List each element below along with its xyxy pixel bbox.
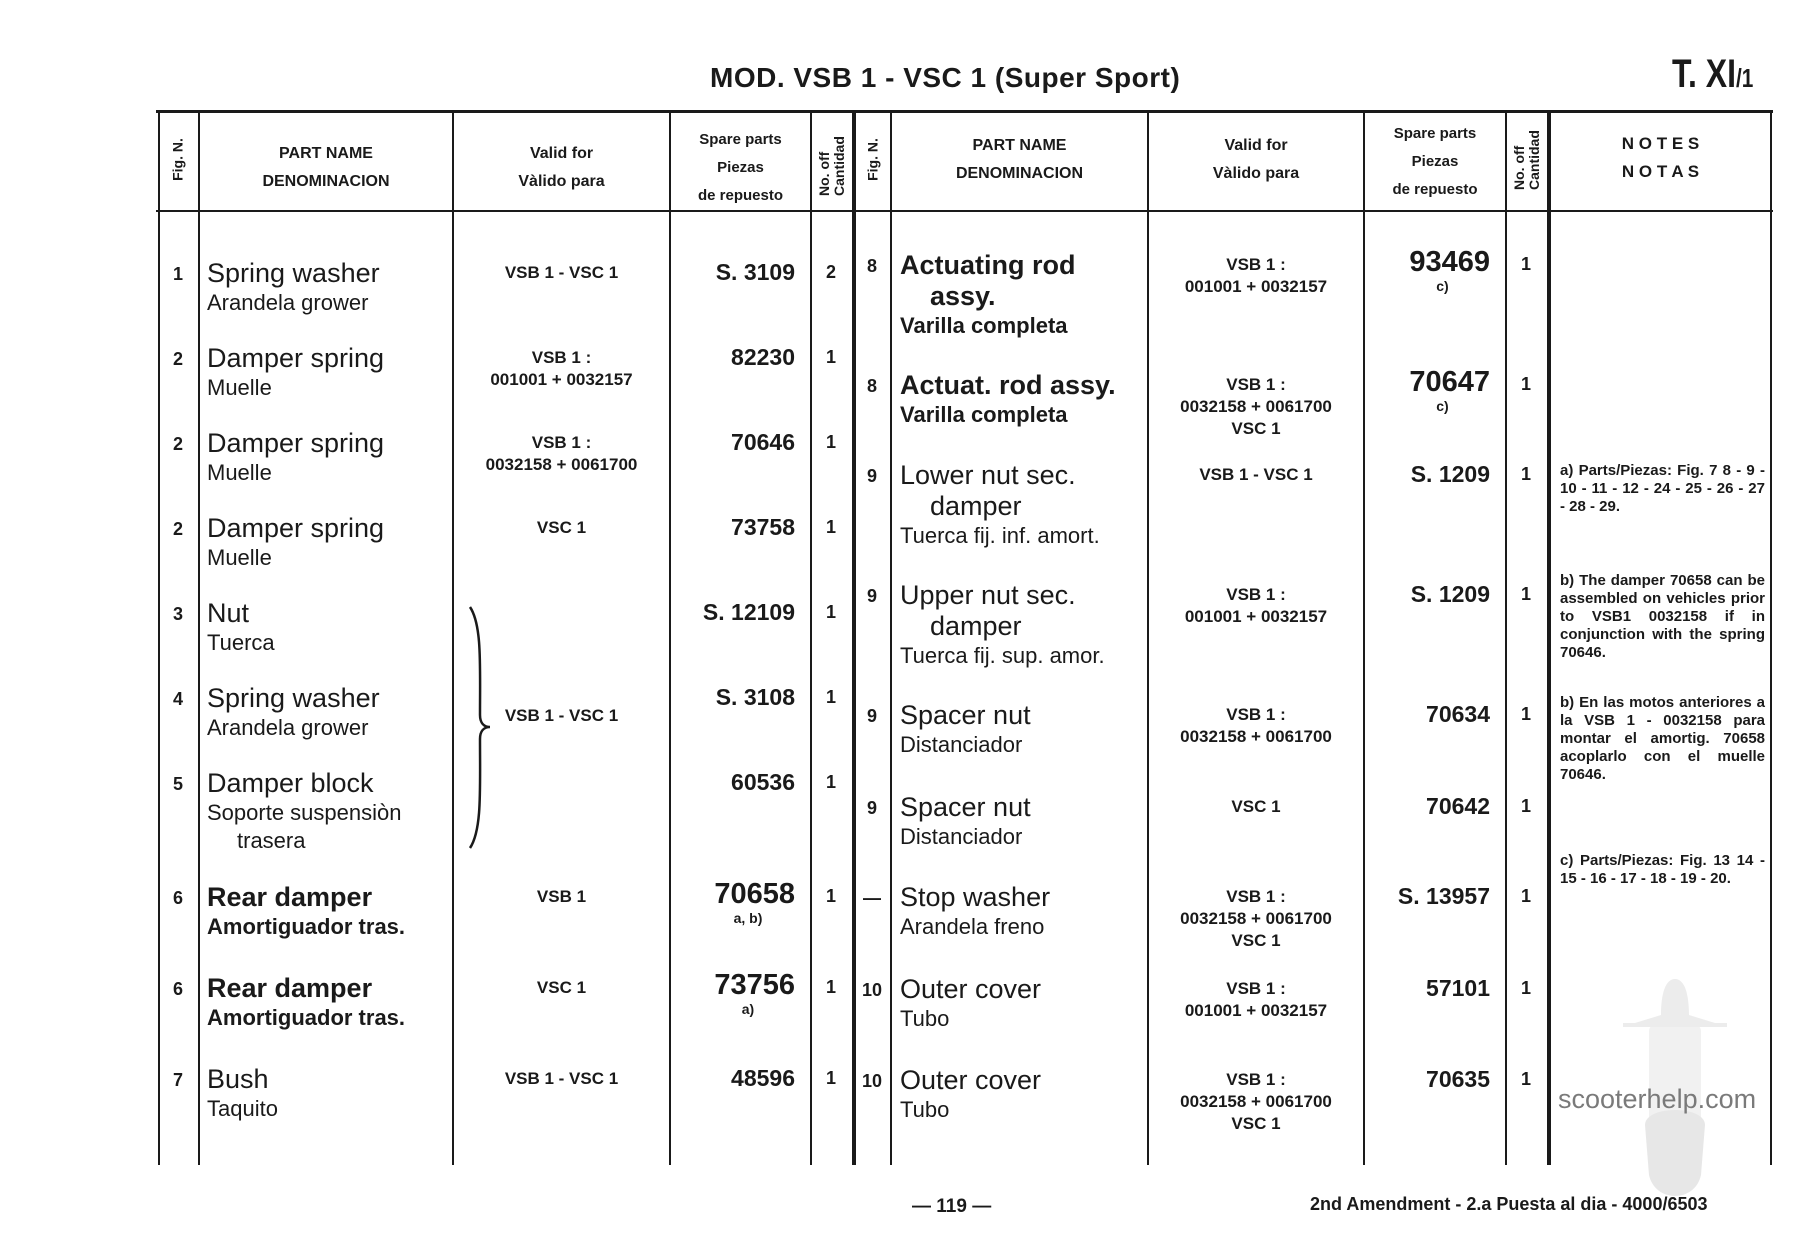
header-spare-2: Piezas: [717, 159, 764, 176]
part-name-en: Lower nut sec.: [900, 460, 1076, 490]
fig-number: 2: [172, 349, 183, 369]
quantity: 1: [825, 602, 836, 622]
quantity: 1: [1520, 254, 1531, 274]
quantity: 1: [825, 432, 836, 452]
part-name-es: Muelle: [207, 545, 272, 570]
spare-part-number: [671, 683, 795, 711]
part-name: [900, 882, 1050, 941]
part-name-en-cont: damper: [930, 491, 1022, 521]
footnote-ref: c): [1436, 398, 1449, 414]
header-valid-en: Valid for: [529, 145, 594, 162]
fig-number: 7: [172, 1070, 183, 1090]
brace-icon: [468, 605, 492, 850]
spare-part-value: S. 13957: [1397, 883, 1490, 909]
part-name-en: Stop washer: [900, 882, 1051, 912]
valid-for: [1149, 254, 1363, 298]
valid-for: [454, 347, 669, 391]
part-name-es: Arandela freno: [900, 914, 1045, 939]
spare-part-value: 70646: [731, 429, 795, 455]
spare-part-number: [1365, 1065, 1490, 1093]
spare-part-number: [1365, 460, 1490, 488]
part-name-es: Distanciador: [900, 824, 1023, 849]
table-top-border: [156, 110, 1773, 113]
spare-part-value: S. 12109: [702, 599, 795, 625]
valid-line: VSB 1: [536, 887, 587, 906]
header-qty-2: Cantidad: [1526, 130, 1542, 190]
fig-number: 8: [866, 376, 877, 396]
header-spare-3: de repuesto: [1392, 181, 1478, 198]
part-name: [207, 683, 380, 742]
note-a: a) Parts/Piezas: Fig. 7 8 - 9 - 10 - 11 - 12 - 24 - 25 - 26 - 27 - 28 - 29.: [1560, 462, 1765, 515]
part-name: [207, 343, 384, 402]
part-name: [207, 428, 384, 487]
valid-line: VSB 1 :: [1226, 585, 1286, 604]
part-name-es: Varilla completa: [900, 313, 1068, 338]
valid-line: VSB 1 :: [1226, 375, 1286, 394]
part-name-en: Outer cover: [900, 974, 1042, 1004]
valid-for: [1149, 584, 1363, 628]
valid-line: VSB 1 - VSC 1: [1199, 465, 1313, 484]
valid-line: 0032158 + 0061700: [485, 455, 638, 474]
valid-line: VSB 1 :: [1226, 255, 1286, 274]
page-number: — 119 —: [912, 1196, 992, 1217]
spare-part-value: 60536: [731, 769, 795, 795]
part-name-en: Actuating rod: [900, 250, 1076, 280]
spare-part-number: [1365, 792, 1490, 820]
part-name-es: Tuerca fij. sup. amor.: [900, 643, 1105, 668]
col-divider: [1505, 110, 1507, 1165]
part-name-en: Spring washer: [207, 258, 380, 288]
footnote-ref: a): [741, 1001, 755, 1017]
fig-number: 8: [866, 256, 877, 276]
part-name: [900, 250, 1076, 340]
spare-part-value: 70635: [1426, 1066, 1490, 1092]
part-name: [207, 258, 380, 317]
part-name-es: Amortiguador tras.: [207, 1005, 406, 1030]
part-name-en: Outer cover: [900, 1065, 1042, 1095]
spare-part-number: [671, 878, 795, 926]
col-divider: [1770, 110, 1772, 1165]
spare-part-number: [671, 768, 795, 796]
spare-part-number: [1365, 580, 1490, 608]
header-qty-1: No. off: [1511, 145, 1527, 190]
part-name-es: Muelle: [207, 460, 272, 485]
part-name: [207, 768, 401, 855]
quantity: 1: [1520, 464, 1531, 484]
valid-for: [1149, 978, 1363, 1022]
part-name: [207, 1064, 278, 1123]
quantity: 1: [1520, 704, 1531, 724]
valid-for: [454, 886, 669, 908]
valid-for: [1149, 1069, 1363, 1135]
spare-part-number: [1365, 246, 1490, 294]
part-name-es: Arandela grower: [207, 715, 369, 740]
col-divider: [852, 110, 856, 1165]
valid-line: VSC 1: [536, 518, 587, 537]
valid-for: [1149, 374, 1363, 440]
quantity: 1: [825, 977, 836, 997]
part-name-es: Varilla completa: [900, 402, 1068, 427]
valid-line: 0032158 + 0061700: [1180, 727, 1332, 746]
footnote-ref: c): [1436, 278, 1449, 294]
spare-part-value: 93469: [1409, 246, 1490, 278]
valid-line: VSB 1 - VSC 1: [504, 263, 619, 282]
header-spare: [1365, 120, 1505, 204]
spare-part-number: [671, 343, 795, 371]
spare-part-value: 48596: [731, 1065, 795, 1091]
spare-part-number: [671, 598, 795, 626]
header-part-name: [892, 132, 1147, 188]
part-name-en: Damper spring: [207, 513, 385, 543]
part-name: [900, 974, 1041, 1033]
part-name: [900, 460, 1100, 550]
header-part-name-en: PART NAME: [279, 145, 373, 162]
quantity: 1: [825, 347, 836, 367]
header-bottom-border: [156, 210, 1773, 212]
quantity: 1: [825, 886, 836, 906]
spare-part-number: [1365, 882, 1490, 910]
fig-number: 9: [866, 466, 877, 486]
valid-line: 001001 + 0032157: [490, 370, 633, 389]
part-name-es: Soporte suspensiòn: [207, 800, 402, 825]
valid-line: 0032158 + 0061700: [1180, 397, 1332, 416]
quantity: 1: [1520, 886, 1531, 906]
header-qty-2: Cantidad: [831, 136, 847, 196]
spare-part-number: [671, 258, 795, 286]
part-name-en: Spacer nut: [900, 792, 1031, 822]
fig-number: 9: [866, 798, 877, 818]
valid-for: [1149, 886, 1363, 952]
quantity: 1: [825, 772, 836, 792]
col-divider: [158, 110, 160, 1165]
fig-number: 10: [861, 1071, 883, 1091]
part-name-es: Taquito: [207, 1096, 278, 1121]
part-name-es-cont: trasera: [237, 828, 306, 853]
quantity: 1: [825, 687, 836, 707]
fig-number: 5: [172, 774, 183, 794]
part-name-es: Tuerca: [207, 630, 275, 655]
quantity: 1: [825, 1068, 836, 1088]
quantity: 1: [1520, 796, 1531, 816]
quantity: 1: [1520, 584, 1531, 604]
spare-part-value: 57101: [1426, 975, 1490, 1001]
valid-line: 0032158 + 0061700: [1180, 909, 1332, 928]
fig-number: 6: [172, 979, 183, 999]
valid-line: VSC 1: [536, 978, 587, 997]
spare-part-value: S. 3108: [715, 684, 795, 710]
col-divider: [198, 110, 200, 1165]
header-notes: [1551, 130, 1770, 186]
fig-number: 2: [172, 434, 183, 454]
header-spare-1: Spare parts: [1393, 125, 1477, 142]
sheet-sub: /1: [1736, 63, 1754, 93]
footnote-ref: a, b): [733, 910, 763, 926]
note-b-es: b) En las motos anteriores a la VSB 1 - 0032158 para montar el amortig. 70658 acoplarlo con el muelle 70646.: [1560, 694, 1765, 783]
spare-part-number: [1365, 700, 1490, 728]
header-qty: [817, 126, 847, 196]
watermark-text: scooterhelp.com: [1558, 1084, 1757, 1114]
valid-for: [454, 517, 669, 539]
part-name-en: Rear damper: [207, 973, 373, 1003]
valid-line: 001001 + 0032157: [1184, 277, 1328, 296]
spare-part-number: [671, 969, 795, 1017]
spare-part-value: 70642: [1426, 793, 1490, 819]
valid-for: [1149, 796, 1363, 818]
valid-line: VSB 1 - VSC 1: [504, 1069, 619, 1088]
part-name-en: Bush: [207, 1064, 269, 1094]
quantity: 1: [1520, 374, 1531, 394]
amendment-note: 2nd Amendment - 2.a Puesta al dia - 4000/6503: [1310, 1194, 1708, 1214]
fig-number: —: [863, 888, 881, 908]
part-name: [900, 1065, 1041, 1124]
note-c: c) Parts/Piezas: Fig. 13 14 - 15 - 16 - 17 - 18 - 19 - 20.: [1560, 852, 1765, 887]
part-name-en-cont: damper: [930, 611, 1022, 641]
valid-for: [454, 1068, 669, 1090]
header-fig: Fig. N.: [864, 138, 881, 181]
valid-line: 001001 + 0032157: [1184, 1001, 1328, 1020]
header-valid: [1149, 132, 1363, 188]
part-name-en: Nut: [207, 598, 250, 628]
header-valid-es: Vàlido para: [518, 173, 605, 190]
valid-line: VSC 1: [1231, 1114, 1281, 1133]
valid-line: VSB 1 :: [1226, 887, 1286, 906]
valid-for: [1149, 704, 1363, 748]
part-name-es: Arandela grower: [207, 290, 369, 315]
valid-line: VSB 1 :: [1226, 705, 1286, 724]
valid-line: 0032158 + 0061700: [1180, 1092, 1332, 1111]
quantity: 1: [1520, 978, 1531, 998]
fig-number: 9: [866, 706, 877, 726]
valid-line: VSC 1: [1231, 931, 1281, 950]
header-spare-3: de repuesto: [697, 187, 784, 204]
note-b-en: b) The damper 70658 can be assembled on vehicles prior to VSB1 0032158 if in conjunction with the spring 70646.: [1560, 572, 1765, 661]
fig-number: 1: [172, 264, 183, 284]
part-name: [900, 792, 1031, 851]
spare-part-value: S. 1209: [1410, 461, 1490, 487]
valid-for: [454, 432, 669, 476]
part-name-es: Distanciador: [900, 732, 1023, 757]
spare-part-number: [671, 1064, 795, 1092]
valid-line: VSB 1 :: [1226, 1070, 1286, 1089]
part-name-en: Damper block: [207, 768, 374, 798]
valid-line: VSB 1 :: [1226, 979, 1286, 998]
header-valid: [454, 140, 669, 196]
part-name-en: Spacer nut: [900, 700, 1031, 730]
fig-number: 2: [172, 519, 183, 539]
part-name-es: Amortiguador tras.: [207, 914, 406, 939]
fig-number: 3: [172, 604, 183, 624]
spare-part-value: 70647: [1409, 366, 1490, 398]
valid-line: VSB 1 :: [531, 348, 592, 367]
col-divider: [890, 110, 892, 1165]
header-part-name-en: PART NAME: [972, 137, 1067, 154]
header-valid-es: Vàlido para: [1212, 165, 1300, 182]
header-qty-1: No. off: [816, 151, 832, 196]
valid-line: VSB 1 - VSC 1: [504, 706, 619, 725]
part-name-en: Rear damper: [207, 882, 373, 912]
spare-part-value: 73758: [731, 514, 795, 540]
part-name: [900, 370, 1116, 429]
part-name: [207, 882, 405, 941]
part-name: [207, 513, 384, 572]
header-valid-en: Valid for: [1224, 137, 1288, 154]
part-name: [900, 580, 1105, 670]
header-spare: [671, 126, 810, 210]
part-name-en: Upper nut sec.: [900, 580, 1076, 610]
header-spare-1: Spare parts: [699, 131, 782, 148]
valid-line: VSC 1: [1231, 797, 1281, 816]
part-name-es: Muelle: [207, 375, 272, 400]
spare-part-number: [1365, 974, 1490, 1002]
spare-part-value: 70634: [1426, 701, 1490, 727]
spare-part-number: [671, 428, 795, 456]
part-name-en: Spring washer: [207, 683, 380, 713]
col-divider: [810, 110, 812, 1165]
part-name-en: Damper spring: [207, 343, 385, 373]
spare-part-value: 73756: [714, 969, 795, 1001]
part-name: [900, 700, 1031, 759]
fig-number: 9: [866, 586, 877, 606]
quantity: 2: [825, 262, 836, 282]
sheet-main: T. XI: [1672, 52, 1737, 96]
part-name-en-cont: assy.: [930, 281, 996, 311]
fig-number: 10: [861, 980, 883, 1000]
part-name-es: Tuerca fij. inf. amort.: [900, 523, 1100, 548]
page-title: MOD. VSB 1 - VSC 1 (Super Sport): [710, 62, 1181, 93]
header-part-name: [200, 140, 452, 196]
valid-line: VSC 1: [1231, 419, 1281, 438]
header-part-name-es: DENOMINACION: [955, 165, 1084, 182]
fig-number: 4: [172, 689, 183, 709]
part-name-en: Damper spring: [207, 428, 385, 458]
valid-for: [454, 977, 669, 999]
header-notes-en: N O T E S: [1621, 134, 1700, 153]
sheet-number: [1672, 52, 1753, 97]
spare-part-value: 70658: [714, 878, 795, 910]
valid-for: [1149, 464, 1363, 486]
header-spare-2: Piezas: [1411, 153, 1459, 170]
spare-part-value: S. 1209: [1410, 581, 1490, 607]
fig-number: 6: [172, 888, 183, 908]
header-qty: [1512, 120, 1542, 190]
valid-for: [454, 262, 669, 284]
spare-part-number: [671, 513, 795, 541]
part-name-es: Tubo: [900, 1097, 950, 1122]
spare-part-value: S. 3109: [715, 259, 795, 285]
part-name-en: Actuat. rod assy.: [900, 370, 1116, 400]
part-name: [207, 973, 405, 1032]
part-name-es: Tubo: [900, 1006, 950, 1031]
header-part-name-es: DENOMINACION: [262, 173, 390, 190]
spare-part-number: [1365, 366, 1490, 414]
valid-line: 001001 + 0032157: [1184, 607, 1328, 626]
quantity: 1: [1520, 1069, 1531, 1089]
quantity: 1: [825, 517, 836, 537]
spare-part-value: 82230: [731, 344, 795, 370]
valid-line: VSB 1 :: [531, 433, 592, 452]
part-name: [207, 598, 275, 657]
header-fig: Fig. N.: [169, 138, 186, 181]
header-notes-es: N O T A S: [1621, 162, 1700, 181]
col-divider: [1547, 110, 1551, 1165]
